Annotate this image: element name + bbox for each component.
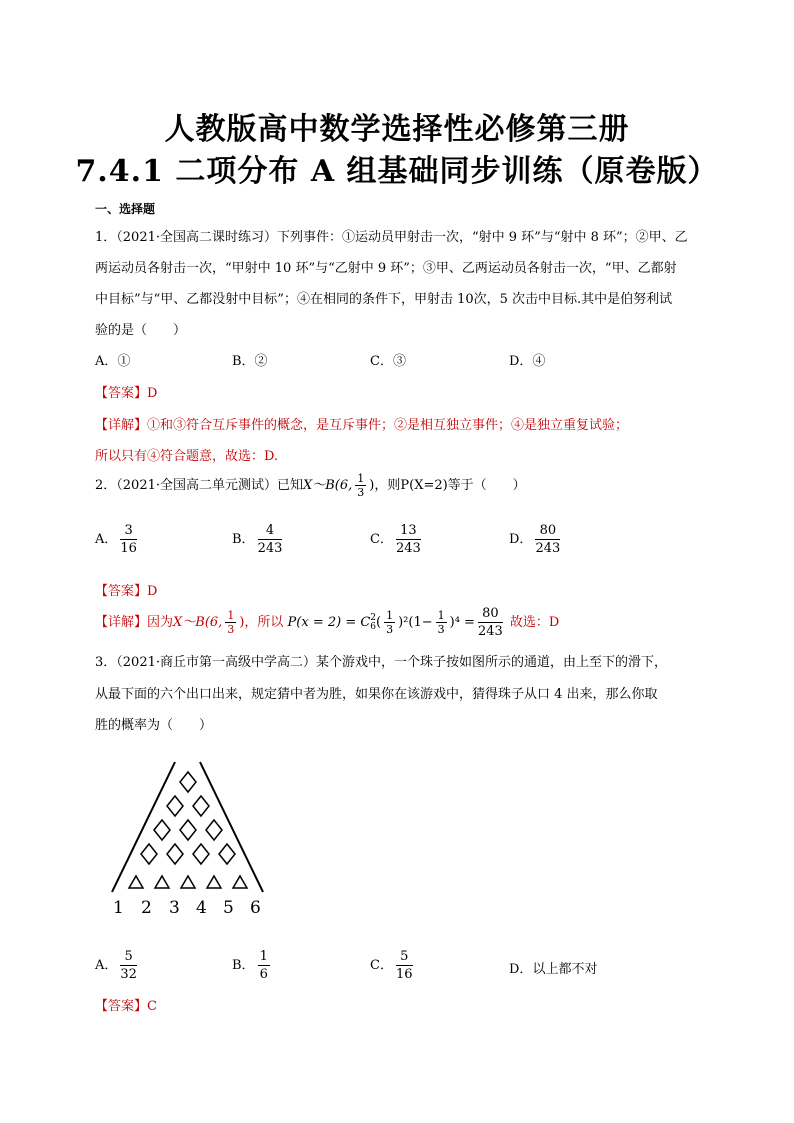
exit-label-2: 2 (141, 898, 152, 918)
q2-option-a-num: 3 (120, 522, 137, 540)
triangle-divider (233, 876, 247, 888)
q2-detail-mid: )，所以 (239, 615, 284, 630)
figure-left-edge (112, 762, 175, 892)
exit-label-4: 4 (196, 898, 207, 918)
q2-option-c-num: 13 (396, 522, 421, 540)
q2-option-c (370, 522, 424, 557)
q1-answer: 【答案】D (95, 386, 158, 401)
q2-option-b (232, 522, 285, 557)
triangle-divider (129, 876, 143, 888)
diamond-peg (167, 844, 183, 864)
q3-option-b-fraction (258, 948, 270, 983)
q2-option-c-label: C． (370, 532, 393, 547)
exit-label-3: 3 (169, 898, 180, 918)
q3-stem-line-2: 从最下面的六个出口出来，规定猜中者为胜，如果你在该游戏中，猜得珠子从口 4 出来，那么你取 (95, 687, 658, 702)
q2-formula-frac-1 (384, 609, 395, 636)
q2-option-c-den: 243 (395, 541, 421, 556)
q2-option-a (95, 522, 140, 557)
q3-option-c-num: 5 (396, 948, 413, 966)
q3-option-d-label: D． (509, 962, 533, 977)
q2-formula-part-b: ( (376, 615, 382, 630)
q3-answer: 【答案】C (95, 999, 157, 1014)
q2-formula-part-c: )²(1− (398, 615, 433, 630)
q2-stem-prefix: 2．（2021·全国高二单元测试）已知 (95, 478, 303, 493)
q2-stem-frac-den: 3 (357, 486, 365, 499)
q3-stem-line-1: 3．（2021·商丘市第一高级中学高二）某个游戏中，一个珠子按如图所示的通道，由上至下的滑下， (95, 655, 667, 670)
q2-formula-part-d: )⁴ = (449, 615, 475, 630)
q2-formula-sub: 6 (370, 621, 377, 632)
q1-stem-line-1: 1．（2021·全国高二课时练习）下列事件：①运动员甲射击一次，“射中 9 环”与“射中 8 环”；②甲、乙 (95, 230, 688, 245)
q2-formula-frac-2-num: 1 (437, 609, 445, 622)
q1-stem-line-4: 验的是（ ） (95, 323, 187, 338)
q3-option-b-label: B． (232, 958, 255, 973)
q2-stem-fraction (355, 472, 366, 499)
q1-option-b: B．② (232, 354, 268, 369)
q2-option-b-label: B． (232, 532, 255, 547)
q2-option-d-den: 243 (535, 541, 561, 556)
q2-stem (95, 472, 526, 499)
q2-option-d (509, 522, 563, 557)
diamond-peg (167, 796, 183, 816)
q3-option-a-num: 5 (120, 948, 137, 966)
q1-option-d: D．④ (509, 354, 546, 369)
q2-detail-frac-den: 3 (227, 623, 235, 636)
diamond-peg (180, 772, 196, 792)
diamond-peg (206, 820, 222, 840)
section-heading: 一、选择题 (95, 202, 156, 216)
diamond-peg (219, 844, 235, 864)
diamond-peg (141, 844, 157, 864)
q2-option-a-fraction (120, 522, 137, 557)
q3-option-c-fraction (396, 948, 413, 983)
q3-option-b-den: 6 (259, 967, 268, 982)
q3-option-c-label: C． (370, 958, 393, 973)
q2-answer: 【答案】D (95, 584, 158, 599)
q2-detail-prefix: 【详解】因为 (95, 615, 174, 630)
q2-stem-suffix: )，则P(X=2)等于（ ） (369, 478, 526, 493)
q2-formula-part-a: P(x = 2) = C (287, 615, 371, 630)
q2-option-c-fraction (396, 522, 421, 557)
q3-option-a (95, 948, 140, 983)
diamond-peg (180, 820, 196, 840)
exit-label-5: 5 (223, 898, 234, 918)
figure-diamond-pegs (141, 772, 235, 864)
document-title: 人教版高中数学选择性必修第三册 (164, 112, 630, 147)
q3-option-c-den: 16 (395, 967, 413, 982)
q2-stem-dist: X～B(6, (303, 478, 353, 493)
q2-detail-frac-num: 1 (227, 609, 235, 622)
q2-formula-frac-1-den: 3 (386, 623, 394, 636)
q2-formula-result (478, 605, 503, 640)
diamond-peg (193, 796, 209, 816)
galton-board-figure (100, 758, 280, 918)
q2-option-d-fraction (535, 522, 560, 557)
figure-triangle-dividers (129, 876, 247, 888)
q2-option-a-den: 16 (120, 541, 137, 556)
q3-option-d (509, 958, 597, 977)
figure-exit-labels (113, 898, 261, 918)
q2-option-b-num: 4 (258, 522, 283, 540)
q2-detail-dist: X～B(6, (173, 615, 223, 630)
q2-option-b-fraction (258, 522, 283, 557)
q2-formula-result-num: 80 (478, 605, 503, 623)
figure-right-edge (200, 762, 263, 892)
q2-option-a-label: A． (95, 532, 118, 547)
q2-detail-suffix: 故选：D (509, 615, 560, 630)
q2-formula-result-den: 243 (477, 624, 503, 639)
q3-option-a-den: 32 (120, 967, 137, 982)
q3-option-b-num: 1 (259, 949, 268, 964)
q2-detail-formula (287, 606, 506, 639)
triangle-divider (207, 876, 221, 888)
q2-stem-frac-num: 1 (357, 472, 365, 485)
q2-formula-frac-2 (436, 609, 447, 636)
q2-formula-frac-1-num: 1 (386, 609, 394, 622)
diamond-peg (154, 820, 170, 840)
q2-detail (95, 605, 559, 640)
q3-option-a-label: A． (95, 958, 118, 973)
q3-option-a-fraction (120, 948, 137, 983)
q2-option-b-den: 243 (257, 541, 283, 556)
q2-formula-sup: 2 (370, 612, 377, 623)
q1-option-c: C．③ (370, 354, 406, 369)
q2-option-d-label: D． (509, 532, 533, 547)
triangle-divider (155, 876, 169, 888)
q3-option-d-text: 以上都不对 (532, 962, 598, 977)
q1-option-a: A．① (95, 354, 131, 369)
q1-stem-line-2: 两运动员各射击一次，“甲射中 10 环”与“乙射中 9 环”；③甲、乙两运动员各射击一次，“甲、乙都射 (95, 261, 677, 276)
q1-stem-line-3: 中目标”与“甲、乙都没射中目标”；④在相同的条件下，甲射击 10次，5 次击中目标.其中是伯努利试 (95, 292, 673, 307)
q3-option-c (370, 948, 416, 983)
exit-label-6: 6 (250, 898, 261, 918)
q1-detail-line-2: 所以只有④符合题意，故选：D. (95, 449, 279, 464)
q1-detail-line-1: 【详解】①和③符合互斥事件的概念，是互斥事件；②是相互独立事件；④是独立重复试验； (95, 418, 629, 433)
document-subtitle: 7.4.1 二项分布 A 组基础同步训练（原卷版） (75, 154, 719, 189)
q3-stem-line-3: 胜的概率为（ ） (95, 718, 213, 733)
q2-option-d-num: 80 (535, 522, 560, 540)
q3-option-b (232, 948, 273, 983)
exit-label-1: 1 (113, 898, 124, 918)
q2-formula-frac-2-den: 3 (437, 623, 445, 636)
triangle-divider (181, 876, 195, 888)
q2-detail-fraction (225, 609, 236, 636)
diamond-peg (193, 844, 209, 864)
